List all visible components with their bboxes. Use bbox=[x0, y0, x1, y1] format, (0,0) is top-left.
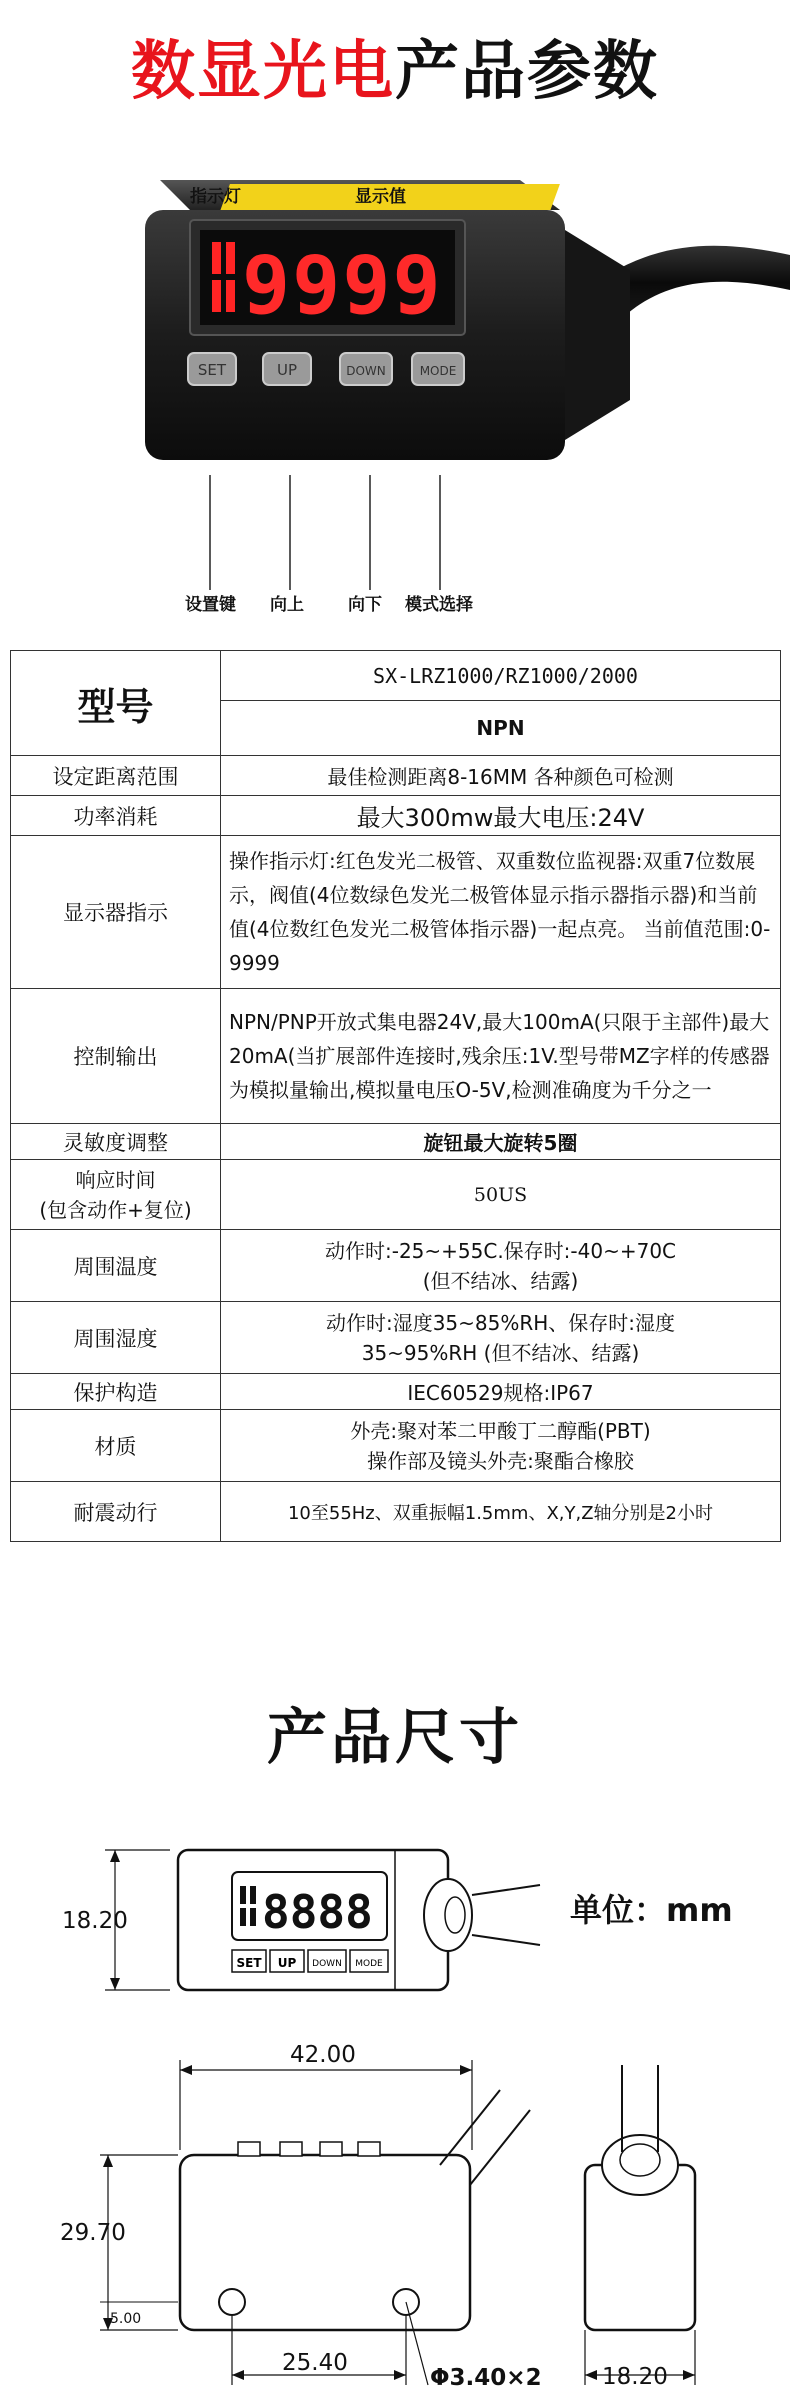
dim-hole: Φ3.40×2 bbox=[430, 2365, 542, 2390]
spec-key: 响应时间 (包含动作+复位) bbox=[11, 1160, 221, 1230]
table-row bbox=[11, 756, 781, 796]
spec-key: 控制输出 bbox=[11, 989, 221, 1124]
spec-key: 显示器指示 bbox=[11, 836, 221, 989]
spec-key: 保护构造 bbox=[11, 1374, 221, 1410]
photo-btn-up: UP bbox=[276, 361, 298, 379]
spec-value: 动作时:-25~+55C.保存时:-40~+70C (但不结冰、结露) bbox=[221, 1230, 781, 1302]
spec-key: 功率消耗 bbox=[11, 796, 221, 836]
spec-key: 耐震动行 bbox=[11, 1482, 221, 1542]
spec-output-type: NPN bbox=[221, 701, 781, 756]
table-row bbox=[11, 1302, 781, 1374]
spec-value: 动作时:湿度35~85%RH、保存时:湿度 35~95%RH (但不结冰、结露) bbox=[221, 1302, 781, 1374]
front-view-drawing bbox=[0, 1830, 790, 2010]
spec-key-model: 型号 bbox=[11, 651, 221, 756]
spec-value: 最佳检测距离8-16MM 各种颜色可检测 bbox=[221, 756, 781, 796]
spec-value: 10至55Hz、双重振幅1.5mm、X,Y,Z轴分别是2小时 bbox=[221, 1482, 781, 1542]
front-btn-mode: MODE bbox=[355, 1959, 383, 1969]
display-digits: 9999 bbox=[242, 239, 443, 332]
photo-btn-mode: MODE bbox=[419, 364, 457, 378]
dim-hole-spacing: 25.40 bbox=[282, 2350, 348, 2376]
spec-value: IEC60529规格:IP67 bbox=[221, 1374, 781, 1410]
spec-table bbox=[10, 650, 781, 1542]
sensor-illustration bbox=[0, 170, 790, 630]
table-row bbox=[11, 1230, 781, 1302]
side-view-drawing bbox=[0, 2040, 790, 2390]
callout-down: 向下 bbox=[348, 595, 382, 615]
front-btn-up: UP bbox=[277, 1956, 297, 1970]
callout-up: 向上 bbox=[270, 595, 304, 615]
unit-label: 单位：mm bbox=[570, 1891, 733, 1929]
spec-value: NPN/PNP开放式集电器24V,最大100mA(只限于主部件)最大20mA(当扩展部件连接时,残余压:1V.型号带MZ字样的传感器为模拟量输出,模拟量电压O-5V,检测准确度为千分之一 bbox=[221, 989, 781, 1124]
callout-mode: 模式选择 bbox=[405, 595, 473, 615]
spec-value: 外壳:聚对苯二甲酸丁二醇酯(PBT) 操作部及镜头外壳:聚酯合橡胶 bbox=[221, 1410, 781, 1482]
title-red-part: 数显光电 bbox=[131, 35, 395, 109]
callout-display-value: 显示值 bbox=[355, 187, 406, 207]
table-row bbox=[11, 1160, 781, 1230]
callout-indicator: 指示灯 bbox=[190, 187, 241, 207]
front-btn-down: DOWN bbox=[312, 1959, 342, 1969]
dim-bottom-offset: 5.00 bbox=[110, 2311, 142, 2327]
table-row bbox=[11, 1410, 781, 1482]
spec-key: 材质 bbox=[11, 1410, 221, 1482]
spec-value: 旋钮最大旋转5圈 bbox=[221, 1124, 781, 1160]
front-digits: 8888 bbox=[262, 1885, 373, 1939]
dim-height-front: 18.20 bbox=[62, 1908, 128, 1934]
photo-btn-down: DOWN bbox=[346, 364, 386, 378]
table-row bbox=[11, 796, 781, 836]
table-row bbox=[11, 1124, 781, 1160]
callout-set-key: 设置键 bbox=[185, 595, 236, 615]
page-title bbox=[0, 20, 790, 112]
spec-value: 操作指示灯:红色发光二极管、双重数位监视器:双重7位数展示，阀值(4位数绿色发光二极管体显示指示器指示器)和当前值(4位数红色发光二极管体指示器)一起点亮。 当前值范围:0-9999 bbox=[221, 836, 781, 989]
front-btn-set: SET bbox=[236, 1956, 262, 1970]
spec-value: 50US bbox=[221, 1160, 781, 1230]
dim-height-side: 29.70 bbox=[60, 2220, 126, 2246]
table-row bbox=[11, 1482, 781, 1542]
dim-width: 42.00 bbox=[290, 2042, 356, 2068]
dimensions-title: 产品尺寸 bbox=[267, 1703, 523, 1773]
spec-key: 灵敏度调整 bbox=[11, 1124, 221, 1160]
spec-value: 最大300mw最大电压:24V bbox=[221, 796, 781, 836]
spec-key: 周围湿度 bbox=[11, 1302, 221, 1374]
spec-key: 周围温度 bbox=[11, 1230, 221, 1302]
spec-key: 设定距离范围 bbox=[11, 756, 221, 796]
table-row bbox=[11, 836, 781, 989]
spec-model-value: SX-LRZ1000/RZ1000/2000 bbox=[221, 651, 781, 701]
title-black-part: 产品参数 bbox=[395, 35, 659, 109]
dim-depth: 18.20 bbox=[602, 2364, 668, 2390]
table-row bbox=[11, 1374, 781, 1410]
photo-btn-set: SET bbox=[197, 361, 227, 379]
product-photo bbox=[0, 170, 790, 630]
table-row bbox=[11, 989, 781, 1124]
